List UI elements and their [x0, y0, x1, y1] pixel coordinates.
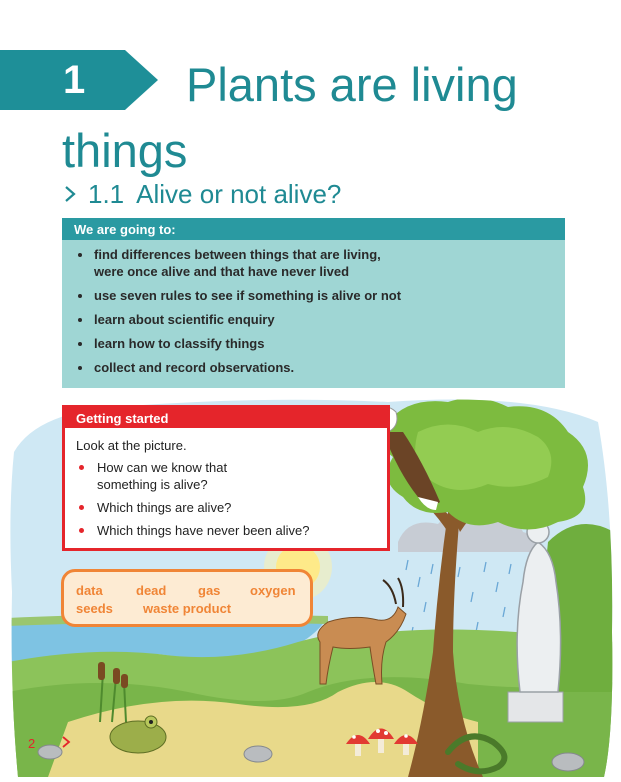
learning-goals-list [62, 240, 565, 376]
section-number: 1.1 [88, 178, 125, 209]
key-word: seeds [76, 601, 113, 616]
goal-item: learn how to classify things [76, 335, 553, 352]
question-item: Which things have never been alive? [76, 522, 387, 539]
goal-item: use seven rules to see if something is alive or not [76, 287, 553, 304]
section-heading [62, 175, 341, 213]
getting-started-box [62, 405, 390, 551]
question-item: How can we know that something is alive? [76, 459, 261, 493]
chevron-right-icon [61, 735, 71, 749]
chevron-right-icon [62, 184, 78, 204]
key-words-box [61, 569, 313, 627]
learning-goals-box [62, 218, 565, 388]
question-list [65, 453, 387, 539]
learning-goals-heading: We are going to: [62, 218, 565, 240]
goal-item: collect and record observations. [76, 359, 553, 376]
key-word: oxygen [250, 583, 296, 598]
getting-started-intro: Look at the picture. [76, 438, 187, 453]
key-word: waste product [143, 601, 232, 616]
chapter-title: Plants are living things [62, 58, 518, 177]
key-word: gas [198, 583, 221, 598]
goal-item: learn about scientific enquiry [76, 311, 553, 328]
section-title: Alive or not alive? [136, 178, 342, 209]
question-item: Which things are alive? [76, 499, 387, 516]
chapter-number: 1 [63, 58, 86, 102]
getting-started-heading: Getting started [65, 408, 387, 428]
key-word: data [76, 583, 103, 598]
key-word: dead [136, 583, 167, 598]
goal-item: find differences between things that are living, were once alive and that have never lived [76, 246, 406, 280]
page-number: 2 [28, 736, 36, 751]
